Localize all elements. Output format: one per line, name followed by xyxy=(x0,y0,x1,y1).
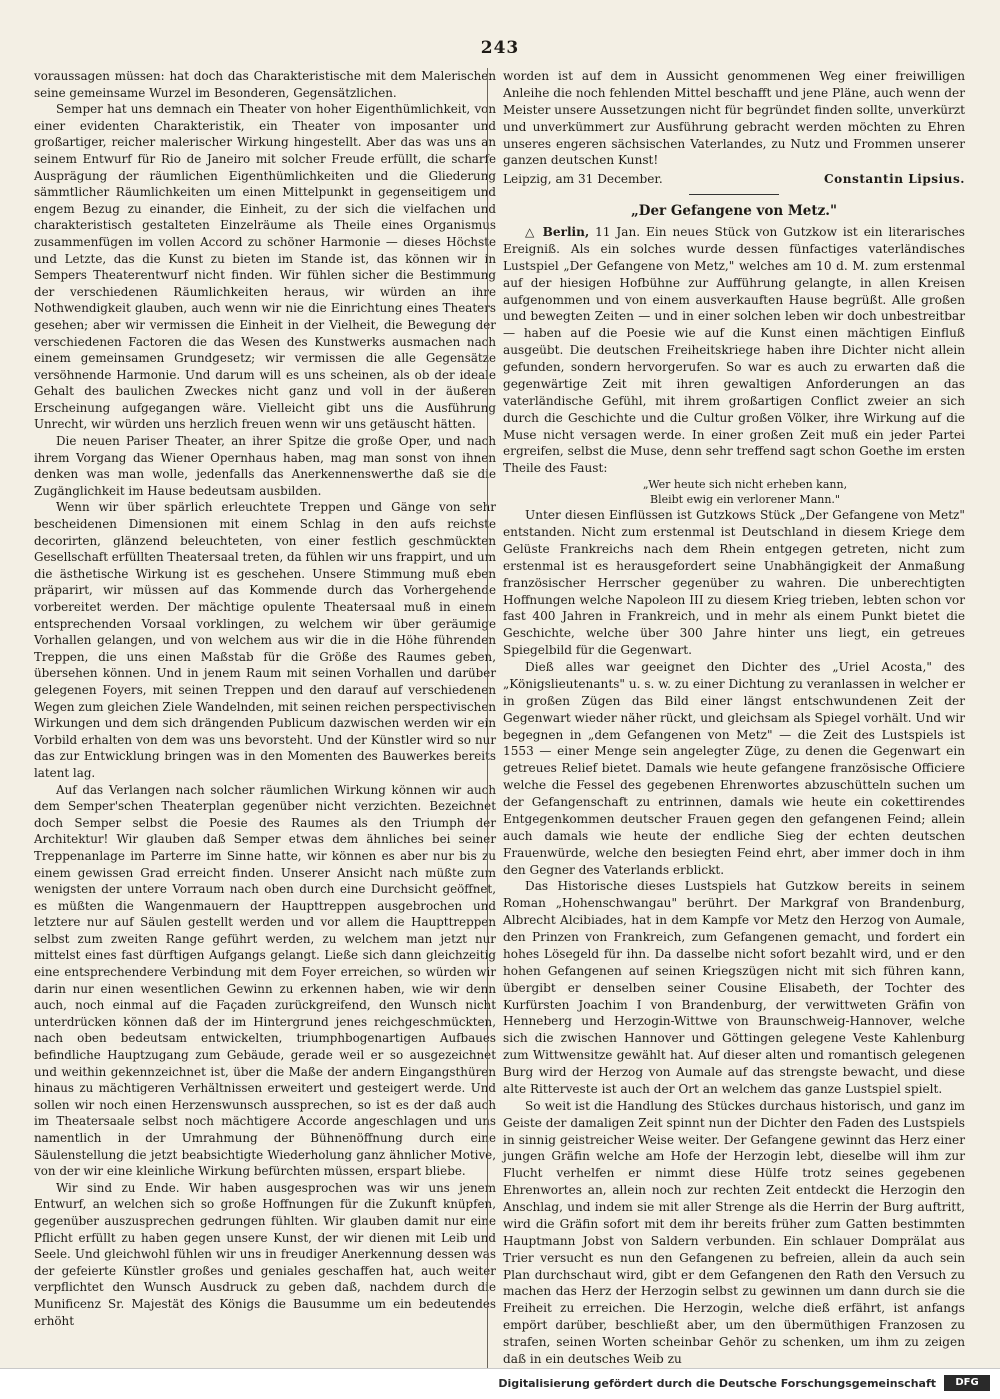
left-paragraph: Wir sind zu Ende. Wir haben ausgesprochen was wir uns jenem Entwurf, an welchen sich so große Hoffnungen für die Zukunft knüpfen, gegenüber auszusprechen gedrungen fühlten. Wir glauben damit nur eine Pflicht erfüllt zu haben gegen unsere Kunst, der wir dienen mit Leib und Seele. Und gleichwohl fühlen wir uns in freudiger Anerkennung dessen was der gefeierte Künstler großes und geniales geschaffen hat, auch weiter verpflichtet den Wunsch Ausdruck zu geben daß, nachdem durch die Munificenz Sr. Majestät des Königs die Bausumme um ein bedeutendes erhöht xyxy=(34,1180,496,1328)
left-paragraph: Wenn wir über spärlich erleuchtete Treppen und Gänge von sehr bescheidenen Dimensionen mit einem Schlag in den aufs reichste decorirten, glänzend beleuchteten, von einer festlich geschmückten Gesellschaft erfüllten Theatersaal treten, da fühlen wir uns frappirt, und um die ästhetische Wirkung ist es geschehen. Unsere Stimmung muß eben präparirt, wir müssen auf das Kommende durch das Vorhergehende vorbereitet werden. Der mächtige opulente Theatersaal muß in einem entsprechenden Vorsaal vorklingen, zu welchem wir über geräumige Vorhallen gelangen, und von welchem aus wir die in die Höhe führenden Treppen, die uns einen Maßstab für die Größe des Raumes geben, übersehen können. Und in jenem Raum mit seinen Vorhallen und darüber gelegenen Foyers, mit seinen Treppen und den darauf auf verschiedenen Wegen zum gleichen Ziele Wandelnden, mit seinen reichen perspectivischen Wirkungen und dem sich drängenden Publicum dazwischen werden wir ein Vorbild erhalten von dem was uns bevorsteht. Und der Künstler wird so nur das zur Entwicklung bringen was in den Momenten des Bauwerkes bereits latent lag. xyxy=(34,500,497,780)
left-paragraph: voraussagen müssen: hat doch das Charakteristische mit dem Malerischen seine gemeinsame Wurzel im Besonderen, Gegensätzlichen. xyxy=(34,69,496,100)
page-number: 243 xyxy=(480,38,520,58)
verse-line: „Wer heute sich nicht erheben kann, xyxy=(642,478,848,492)
title-rule xyxy=(689,194,779,195)
left-paragraph: Semper hat uns demnach ein Theater von hoher Eigenthümlichkeit, von einer evidenten Charakteristik, ein Theater von imposanter und großartiger, reicher malerischer Wirkung hingestellt. Aber das was uns an seinem Entwurf für Rio de Janeiro mit solcher Freude erfüllt, die scharfe Ausprägung der räumlichen Eigenthümlichkeiten und die Gliederung sämmtlicher Räumlichkeiten um einen Mittelpunkt in gegenseitigem und engem Bezug zu einander, die Einheit, zu der sich die vielfachen und charakteristisch gestalteten Einzelräume als Theile eines Organismus zusammenfügen im vollen Accord zu schöner Harmonie — dieses Höchste und Letzte, das die Kunst zu bieten im Stande ist, das können wir in Sempers Theaterentwurf nicht finden. Wir fühlen sicher die Bestimmung der verschiedenen Räumlichkeiten heraus, wir würden an ihre Nothwendigkeit glauben, auch wenn wir nie die Einrichtung eines Theaters gesehen; aber wir vermissen die Einheit in der Vielheit, die Bewegung der verschiedenen Factoren die das Wesen des Kunstwerks ausmachen nach einem gemeinsamen Grundgesetz; wir vermissen die alle Gegensätze versöhnende Harmonie. Und darum will es uns scheinen, als ob der ideale Gehalt des baulichen Zweckes nicht ganz und voll in der äußeren Erscheinung aufgegangen wäre. Vielleicht gibt uns die Ausführung Unrecht, wir würden uns herzlich freuen wenn wir uns getäuscht hätten. xyxy=(34,102,496,432)
continuation-paragraph: worden ist auf dem in Aussicht genommenen Weg einer freiwilligen Anleihe die noch fehlenden Mittel beschafft und jene Pläne, auch wenn der Meister unsere Aussetzungen nicht für begründet finden sollte, unverkürzt und unverkümmert zur Ausführung gebracht werden möchten zu Ehren unseres engeren sächsischen Vaterlandes, zu Nutz und Frommen unserer ganzen deutschen Kunst! xyxy=(503,69,965,168)
left-column xyxy=(34,68,496,1329)
article-paragraph xyxy=(503,224,965,477)
dateline-date: 11 Jan. xyxy=(595,225,641,239)
signature-line xyxy=(503,171,965,188)
signature-place-date: Leipzig, am 31 December. xyxy=(503,172,663,187)
article-paragraph: Unter diesen Einflüssen ist Gutzkows Stück „Der Gefangene von Metz" entstanden. Nicht zum erstenmal ist Deutschland in diesem Kriege dem Gelüste Frankreichs nach dem Rhein entgegen getreten, nicht zum erstenmal ist es herausgefordert seine Unabhängigkeit der Anmaßung französischer Herrscher gegenüber zu wahren. Die unberechtigten Hoffnungen welche Napoleon III zu diesem Krieg trieben, lebten schon vor fast 400 Jahren in Frankreich, und in mehr als einem Punkt bietet die Geschichte, welche über 300 Jahre hinter uns liegt, ein getreues Spiegelbild für die Gegenwart. xyxy=(503,508,965,658)
signature-author: Constantin Lipsius. xyxy=(824,172,965,187)
dfg-logo: DFG xyxy=(944,1375,990,1391)
digitization-footer xyxy=(0,1368,1000,1399)
article-paragraph: Dieß alles war geeignet den Dichter des „Uriel Acosta," des „Königslieutenants" u. s. w. zu einer Dichtung zu veranlassen in welcher er in großen Zügen das Bild einer längst entschwundenen Zeit der Gegenwart wieder näher rückt, und gleichsam als Spiegel vorhält. Und wir begegnen in „dem Gefangenen von Metz" — die Zeit des Lustspiels ist 1553 — einer Menge sein angelegter Züge, zu denen die Gegenwart ein getreues Relief bietet. Damals wie heute gefangene französische Officiere welche die Fessel des gegebenen Ehrenwortes abzuschütteln suchen um der Gefangenschaft zu entrinnen, damals wie heute ein cokettirendes Entgegenkommen deutscher Frauen gegen den gefangenen Feind; allein auch damals wie heute der endliche Sieg der echten deutschen Frauenwürde, welche den besiegten Feind ehrt, aber immer doch in ihm den Gegner des Vaterlands erblickt. xyxy=(503,660,966,877)
left-paragraph: Die neuen Pariser Theater, an ihrer Spitze die große Oper, und nach ihrem Vorgang das Wiener Opernhaus haben, mag man sonst von ihnen denken was man wolle, jedenfalls das Anerkennenswerthe daß sie die Zugänglichkeit im Hause bedeutsam ausbilden. xyxy=(34,434,496,498)
paragraph-text: Ein neues Stück von Gutzkow ist ein literarisches Ereigniß. Als ein solches wurde dessen fünfactiges vaterländisches Lustspiel „Der Gefangene von Metz," welches am 10 d. M. zum erstenmal auf der hiesigen Hofbühne zur Aufführung gelangte, in allen Kreisen aufgenommen und von einem ausverkauften Hause begrüßt. Alle großen und bewegten Zeiten — und in einer solchen leben wir doch unbestreitbar — haben auf die Poesie wie auf die Kunst einen mächtigen Einfluß ausgeübt. Die deutschen Freiheitskriege haben ihre Dichter nicht allein gefunden, sondern hervorgerufen. So war es auch zu erwarten daß die gegenwärtige Zeit mit ihren gewaltigen Anforderungen an das vaterländische Gefühl, mit ihrem großartigen Conflict zweier an sich durch die Geschichte und die Cultur großen Völker, ihre Wirkung auf die Muse nicht versagen werde. In einer großen Zeit muß ein jeder Partei ergreifen, selbst die Muse, denn sehr treffend sagt schon Goethe im ersten Theile des Faust: xyxy=(503,225,965,476)
article-title: „Der Gefangene von Metz." xyxy=(630,203,838,220)
footer-credit: Digitalisierung gefördert durch die Deutsche Forschungsgemeinschaft xyxy=(498,1377,936,1390)
dateline: △ Berlin, xyxy=(525,225,590,239)
article-paragraph: So weit ist die Handlung des Stückes durchaus historisch, und ganz im Geiste der damaligen Zeit spinnt nun der Dichter den Faden des Lustspiels in sinnig geistreicher Weise weiter. Der Gefangene gewinnt das Herz einer jungen Gräfin welche am Hofe der Herzogin lebt, dieselbe will ihm zur Flucht verhelfen er nimmt diese Hülfe trotz seines gegebenen Ehrenwortes an, allein noch zur rechten Zeit entdeckt die Herzogin den Anschlag, und indem sie mit aller Strenge als die Herrin der Burg auftritt, wird die Gräfin sofort mit dem ihr bereits früher zum Gatten bestimmten Hauptmann Jobst von Saldern verbunden. Ein schlauer Domprälat aus Trier versucht es nun den Gefangenen zu befreien, allein da auch sein Plan durchschaut wird, gibt er dem Gefangenen den Rath den Versuch zu machen das Herz der Herzogin selbst zu gewinnen um dann durch sie die Freiheit zu erreichen. Die Herzogin, welche dieß erfährt, ist anfangs empört darüber, beschließt aber, um den übermüthigen Franzosen zu strafen, seinen Worten scheinbar Gehör zu schenken, um ihm zu zeigen daß in ein deutsches Weib zu xyxy=(503,1098,965,1366)
right-column xyxy=(503,68,965,1368)
article-paragraph: Das Historische dieses Lustspiels hat Gutzkow bereits in seinem Roman „Hohenschwangau" berührt. Der Markgraf von Brandenburg, Albrecht Alcibiades, hat in dem Kampfe vor Metz den Herzog von Aumale, den Prinzen von Frankreich, zum Gefangenen gemacht, und fordert ein hohes Lösegeld für ihn. Da dasselbe nicht sofort bezahlt wird, und er den hohen Gefangenen auf seinen Kriegszügen nicht mit sich führen kann, übergibt er denselben seiner Cousine Elisabeth, der Tochter des Kurfürsten Joachim I von Brandenburg, der verwittweten Gräfin von Henneberg und Herzogin-Wittwe von Braunschweig-Hannover, welche sich die zwischen Hannover und Göttingen gelegene Veste Kahlenburg zum Wittwensitze gewählt hat. Auf dieser alten und romantisch gelegenen Burg wird der Herzog von Aumale auf das strengste bewacht, und diese alte Ritterveste ist auch der Ort an welchem das ganze Lustspiel spielt. xyxy=(503,879,965,1096)
column-divider xyxy=(487,68,488,1368)
verse-line: Bleibt ewig ein verlorener Mann." xyxy=(650,493,840,507)
left-paragraph: Auf das Verlangen nach solcher räumlichen Wirkung können wir auch dem Semper'schen Theaterplan gegenüber nicht verzichten. Bezeichnet doch Semper selbst die Poesie des Raumes als den Triumph der Architektur! Wir glauben daß Semper etwas dem ähnliches bei seiner Treppenanlage im Parterre im Sinne hatte, wir können es aber nur bis zu einem gewissen Grad erreicht finden. Unserer Ansicht nach müßte zum wenigsten der untere Vorraum nach oben durch eine Durchsicht geöffnet, es müßten die Wangenmauern der Haupttreppen ausgebrochen und letztere nur auf Säulen gestellt werden und vor allem die Haupttreppen selbst zum zweiten Range geführt werden, zu welchem man jetzt nur mittelst eines fast dürftigen Aufgangs gelangt. Ließe sich dann gleichzeitig eine entsprechendere Verbindung mit dem Foyer erreichen, so würden wir darin nur einen wesentlichen Gewinn zu erkennen haben, wie wir denn auch, noch einmal auf die Façaden zurückgreifend, den Wunsch nicht unterdrücken können daß der im Hintergrund jenes reichgeschmückten, nach oben bedeutsam entwickelten, triumphbogenartigen Aufbaues befindliche Hauptzugang zum Gebäude, gerade weil er so ausgezeichnet und weithin gekennzeichnet ist, über die Maße der andern Eingangsthüren hinaus zu mächtigeren Verhältnissen erweitert und gesteigert werde. Und sollen wir noch einen Herzenswunsch aussprechen, so ist es der daß auch im Theatersaale selbst noch mächtigere Accorde angeschlagen und uns namentlich in der Umrahmung der Bühnenöffnung durch eine Säulenstellung die jetzt beabsichtigte Wiederholung ganz ähnlicher Motive, von der wir eine kleinliche Wirkung befürchten müssen, erspart bliebe. xyxy=(34,782,496,1179)
